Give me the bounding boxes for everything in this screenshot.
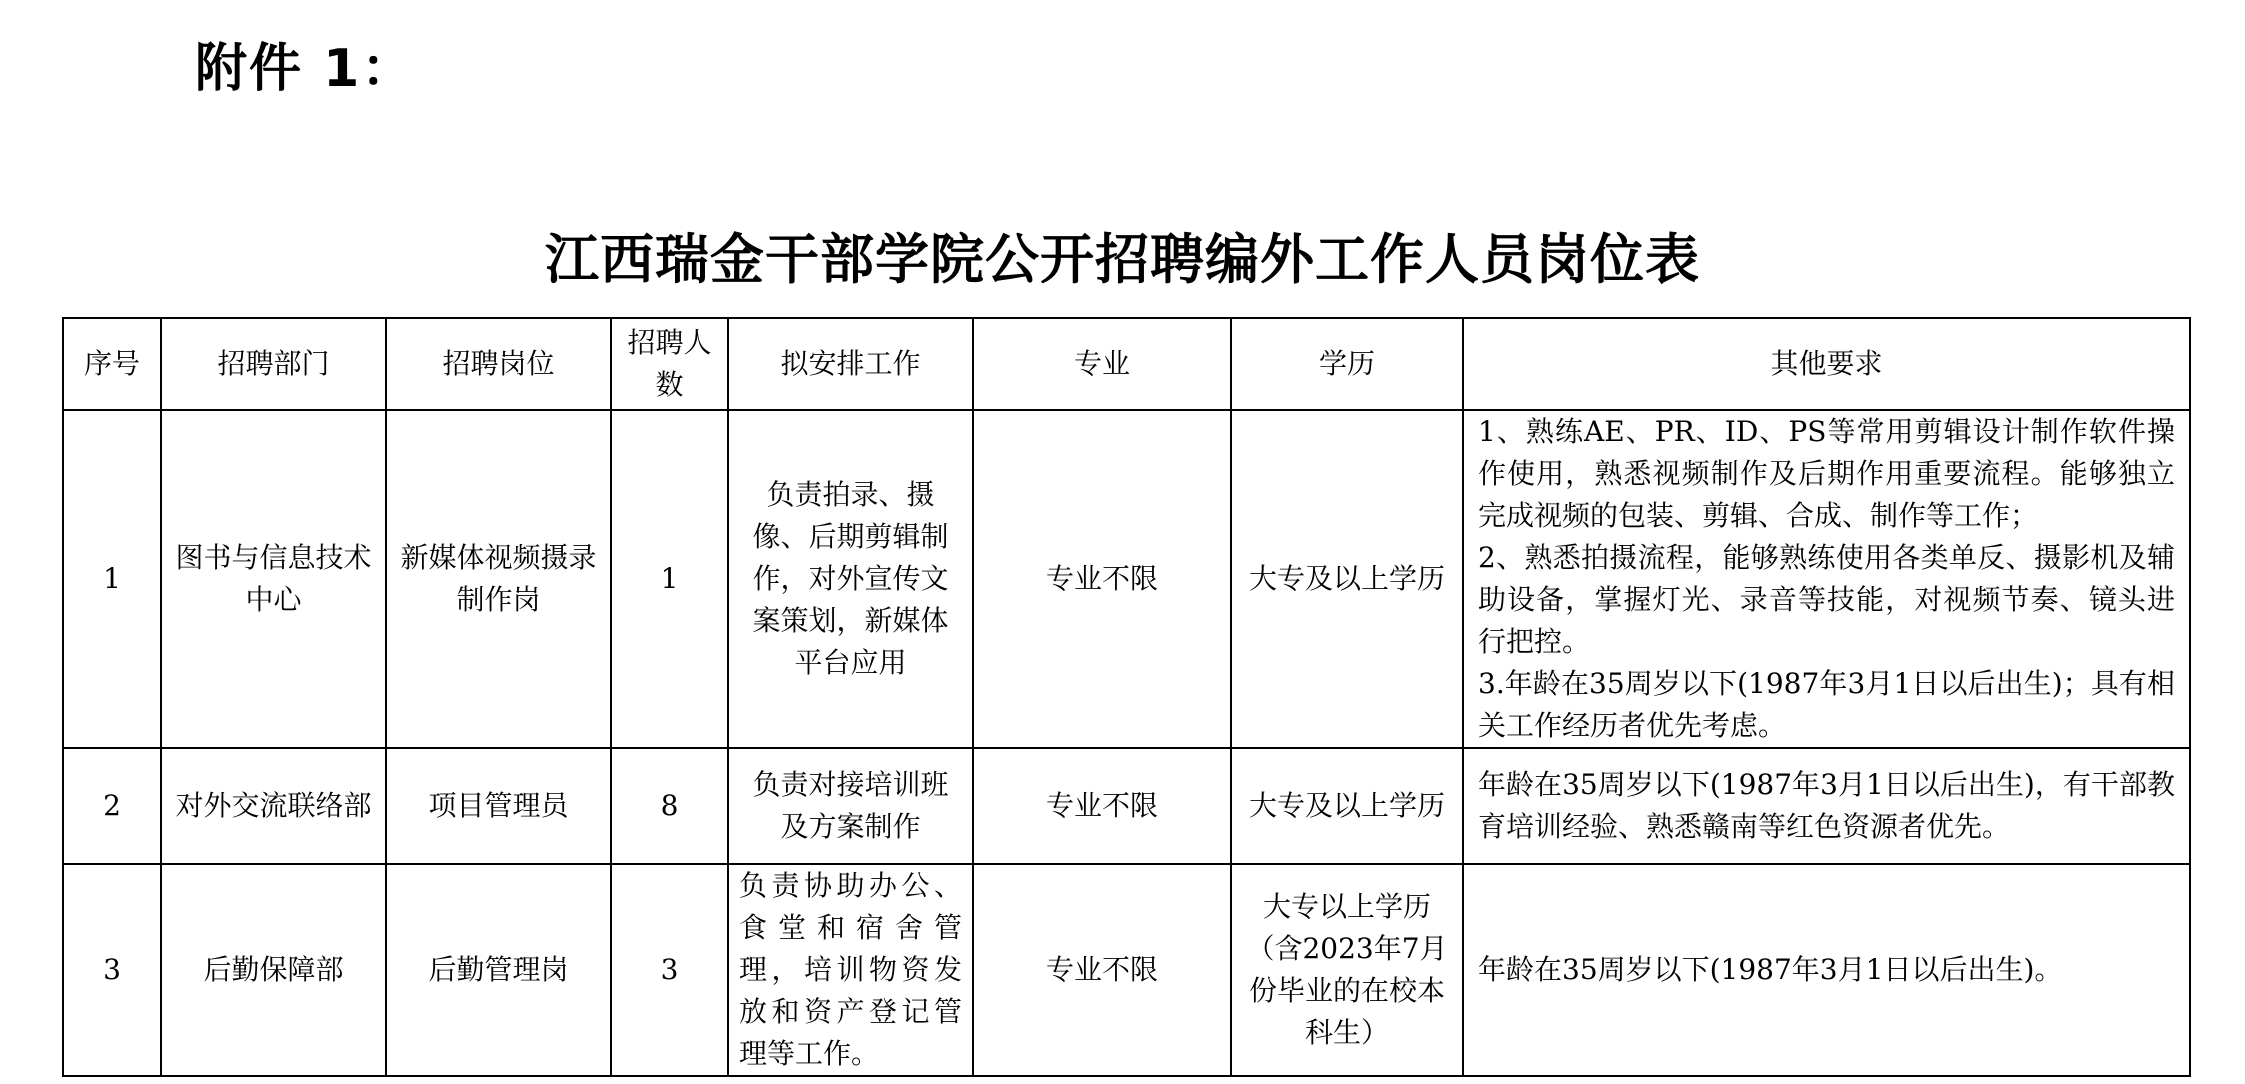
cell-position: 新媒体视频摄录制作岗 — [386, 410, 611, 748]
cell-seq: 2 — [63, 748, 161, 864]
table-row — [63, 748, 2190, 864]
cell-other-requirements — [1463, 410, 2190, 748]
cell-major: 专业不限 — [973, 410, 1231, 748]
requirement-line: 年龄在35周岁以下(1987年3月1日以后出生)。 — [1478, 953, 2063, 986]
cell-education: 大专及以上学历 — [1231, 410, 1463, 748]
table-row — [63, 410, 2190, 748]
requirement-line: 2、熟悉拍摄流程，能够熟练使用各类单反、摄影机及辅助设备，掌握灯光、录音等技能，对视频节奏、镜头进行把控。 — [1478, 541, 2175, 658]
header-education: 学历 — [1231, 318, 1463, 410]
cell-work: 负责拍录、摄像、后期剪辑制作，对外宣传文案策划，新媒体平台应用 — [728, 410, 973, 748]
cell-major: 专业不限 — [973, 864, 1231, 1076]
cell-department: 图书与信息技术中心 — [161, 410, 386, 748]
header-position: 招聘岗位 — [386, 318, 611, 410]
positions-table — [62, 317, 2191, 1077]
cell-position: 后勤管理岗 — [386, 864, 611, 1076]
cell-education: 大专以上学历（含2023年7月份毕业的在校本科生） — [1231, 864, 1463, 1076]
table-header-row — [63, 318, 2190, 410]
cell-work: 负责协助办公、食堂和宿舍管理，培训物资发放和资产登记管理等工作。 — [728, 864, 973, 1076]
cell-major: 专业不限 — [973, 748, 1231, 864]
header-other: 其他要求 — [1463, 318, 2190, 410]
table-row — [63, 864, 2190, 1076]
header-work: 拟安排工作 — [728, 318, 973, 410]
header-department: 招聘部门 — [161, 318, 386, 410]
cell-seq: 3 — [63, 864, 161, 1076]
cell-department: 后勤保障部 — [161, 864, 386, 1076]
cell-work: 负责对接培训班及方案制作 — [728, 748, 973, 864]
header-count: 招聘人数 — [611, 318, 728, 410]
cell-other-requirements — [1463, 748, 2190, 864]
cell-count: 3 — [611, 864, 728, 1076]
requirement-line: 3.年龄在35周岁以下(1987年3月1日以后出生)；具有相关工作经历者优先考虑。 — [1478, 667, 2175, 742]
page-title: 江西瑞金干部学院公开招聘编外工作人员岗位表 — [545, 228, 1700, 291]
requirement-line: 年龄在35周岁以下(1987年3月1日以后出生)，有干部教育培训经验、熟悉赣南等红色资源者优先。 — [1478, 768, 2175, 843]
cell-position: 项目管理员 — [386, 748, 611, 864]
cell-count: 8 — [611, 748, 728, 864]
cell-seq: 1 — [63, 410, 161, 748]
header-seq: 序号 — [63, 318, 161, 410]
cell-department: 对外交流联络部 — [161, 748, 386, 864]
header-major: 专业 — [973, 318, 1231, 410]
cell-other-requirements — [1463, 864, 2190, 1076]
cell-education: 大专及以上学历 — [1231, 748, 1463, 864]
cell-count: 1 — [611, 410, 728, 748]
requirement-line: 1、熟练AE、PR、ID、PS等常用剪辑设计制作软件操作使用，熟悉视频制作及后期作用重要流程。能够独立完成视频的包装、剪辑、合成、制作等工作； — [1478, 415, 2175, 532]
attachment-label: 附件 1： — [195, 39, 416, 99]
